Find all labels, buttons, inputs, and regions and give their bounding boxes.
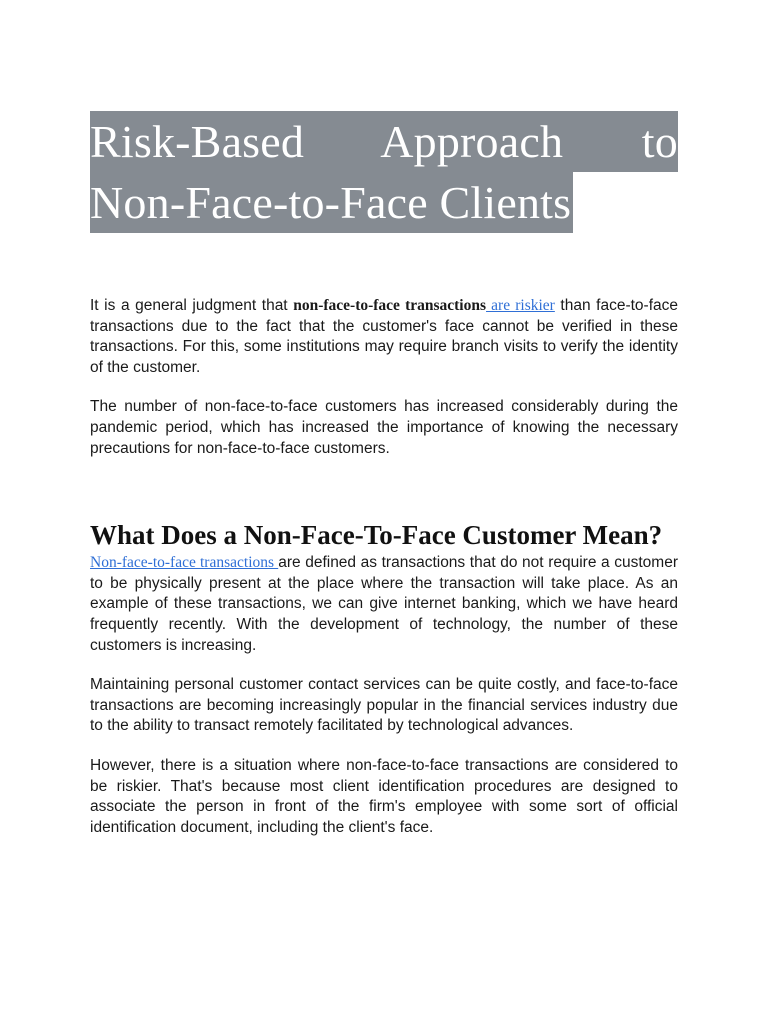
intro-p1-suffix: than face-to-face transactions due to the fact that the customer's face cannot be verified in these transactions. For this, some institutions may require branch visits to verify the identity of the customer.: [90, 297, 679, 376]
section-heading: What Does a Non-Face-To-Face Customer Mean?: [90, 520, 663, 551]
title-line-1: Risk-Based Approach to: [90, 111, 678, 172]
title-line-2: Non-Face-to-Face Clients: [90, 172, 573, 233]
document-page: [90, 0, 678, 838]
section-p1-suffix: are defined as transactions that do not require a customer to be physically present at the place where the transaction will take place. As an example of these transactions, we can give internet banking, which we have heard frequently recently. With the development of technology, the number of these customers is increasing.: [90, 554, 679, 654]
non-face-to-face-transactions-link[interactable]: Non-face-to-face transactions: [90, 554, 279, 572]
are-riskier-link[interactable]: are riskier: [486, 297, 555, 314]
section-paragraph-1: [90, 553, 678, 656]
section-paragraph-2: Maintaining personal customer contact services can be quite costly, and face-to-face transactions are becoming increasingly popular in the financial services industry due to the ability to transact remotely facilitated by technological advances.: [90, 676, 678, 735]
intro-paragraph-2: The number of non-face-to-face customers has increased considerably during the pandemic period, which has increased the importance of knowing the necessary precautions for non-face-to-face customers.: [90, 398, 678, 457]
section-paragraph-3: However, there is a situation where non-face-to-face transactions are considered to be riskier. That's because most client identification procedures are designed to associate the person in front of the firm's employee with some sort of official identification document, including the client's face.: [90, 756, 678, 836]
intro-p1-bold-term: non-face-to-face transactions: [293, 297, 487, 314]
document-title: [90, 111, 678, 233]
intro-p1-prefix: It is a general judgment that: [90, 297, 294, 314]
intro-paragraph-1: [90, 296, 678, 378]
